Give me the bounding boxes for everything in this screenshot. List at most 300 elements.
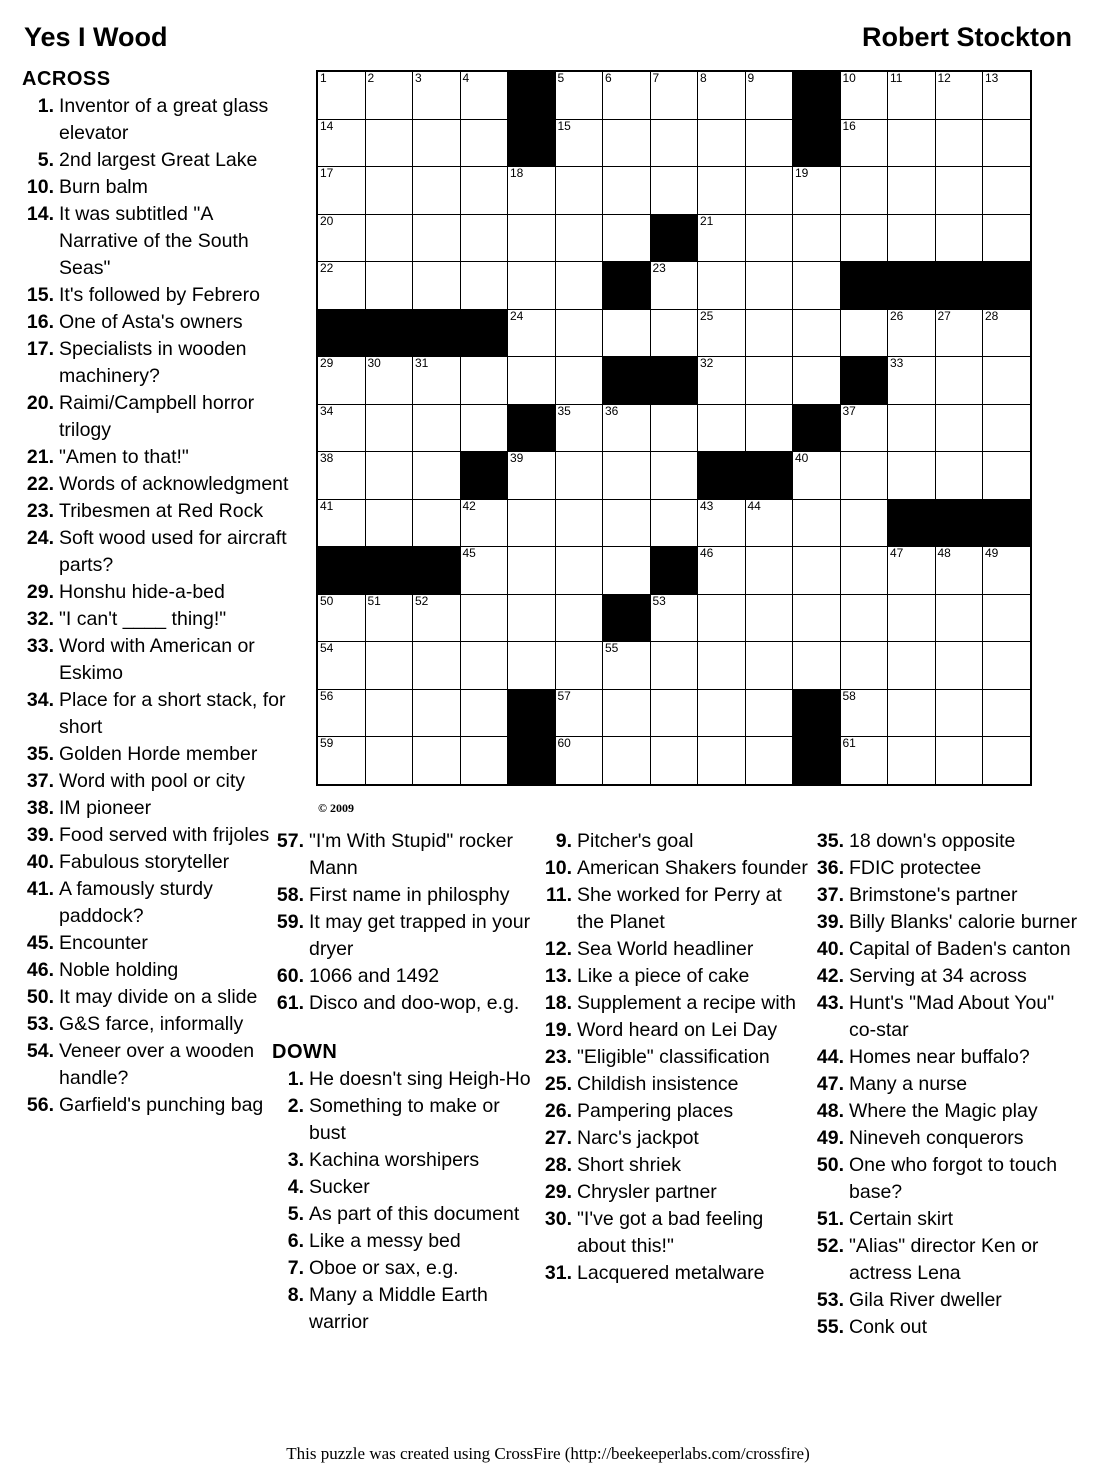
clue-item[interactable]	[22, 795, 294, 822]
grid-cell[interactable]	[365, 642, 413, 690]
grid-cell-number: 16	[842, 118, 856, 133]
grid-block-cell	[365, 309, 413, 357]
clue-item[interactable]	[272, 963, 538, 990]
grid-cell[interactable]	[698, 119, 746, 167]
grid-cell[interactable]	[317, 594, 365, 642]
clue-item[interactable]	[540, 828, 812, 855]
grid-cell[interactable]	[698, 262, 746, 310]
grid-cell[interactable]	[983, 119, 1031, 167]
grid-cell[interactable]	[793, 167, 841, 215]
clue-item[interactable]	[272, 1228, 538, 1255]
grid-cell[interactable]	[793, 547, 841, 595]
clue-text: She worked for Perry at the Planet	[577, 884, 782, 933]
across-column-2	[272, 828, 538, 1336]
grid-cell[interactable]	[840, 642, 888, 690]
grid-cell[interactable]	[317, 642, 365, 690]
grid-block-cell	[650, 547, 698, 595]
grid-cell[interactable]	[698, 594, 746, 642]
grid-cell[interactable]	[745, 71, 793, 119]
grid-cell[interactable]	[317, 737, 365, 785]
clue-item[interactable]	[540, 1071, 812, 1098]
clue-item[interactable]	[22, 390, 294, 444]
grid-cell[interactable]	[603, 547, 651, 595]
grid-cell[interactable]	[793, 262, 841, 310]
grid-cell[interactable]	[888, 214, 936, 262]
clue-item[interactable]	[272, 1093, 538, 1147]
clue-item[interactable]	[22, 282, 294, 309]
clue-item[interactable]	[272, 1147, 538, 1174]
grid-cell[interactable]	[793, 594, 841, 642]
crossword-grid[interactable]	[316, 70, 1032, 786]
grid-cell[interactable]	[460, 71, 508, 119]
grid-cell[interactable]	[460, 357, 508, 405]
grid-cell[interactable]	[983, 689, 1031, 737]
grid-cell[interactable]	[983, 452, 1031, 500]
grid-block-cell	[603, 594, 651, 642]
grid-cell[interactable]	[603, 642, 651, 690]
grid-cell[interactable]	[745, 642, 793, 690]
grid-cell[interactable]	[365, 689, 413, 737]
grid-cell[interactable]	[508, 499, 556, 547]
clue-item[interactable]	[22, 525, 294, 579]
grid-block-cell	[698, 452, 746, 500]
grid-cell[interactable]	[603, 737, 651, 785]
clue-item[interactable]	[812, 1125, 1084, 1152]
grid-cell[interactable]	[840, 452, 888, 500]
grid-cell[interactable]	[888, 689, 936, 737]
clue-number: 31.	[544, 1262, 572, 1284]
grid-cell[interactable]	[888, 594, 936, 642]
grid-cell[interactable]	[983, 594, 1031, 642]
grid-cell[interactable]	[508, 167, 556, 215]
grid-cell[interactable]	[935, 309, 983, 357]
clue-item[interactable]	[22, 1038, 294, 1092]
grid-cell[interactable]	[840, 167, 888, 215]
clue-item[interactable]	[540, 1206, 812, 1260]
clue-item[interactable]	[22, 93, 294, 147]
down-column-3	[812, 828, 1084, 1341]
clue-item[interactable]	[22, 1092, 294, 1119]
grid-cell[interactable]	[460, 404, 508, 452]
grid-cell[interactable]	[745, 404, 793, 452]
clue-item[interactable]	[812, 1287, 1084, 1314]
grid-cell[interactable]	[793, 642, 841, 690]
grid-cell[interactable]	[555, 404, 603, 452]
grid-cell[interactable]	[365, 737, 413, 785]
grid-cell[interactable]	[745, 547, 793, 595]
grid-cell[interactable]	[317, 689, 365, 737]
across-clue-list-1	[22, 93, 294, 1119]
clue-item[interactable]	[22, 768, 294, 795]
grid-cell[interactable]	[413, 214, 461, 262]
clue-text: He doesn't sing Heigh-Ho	[309, 1068, 531, 1090]
clue-item[interactable]	[812, 855, 1084, 882]
grid-cell[interactable]	[650, 594, 698, 642]
grid-cell[interactable]	[365, 119, 413, 167]
grid-cell[interactable]	[650, 642, 698, 690]
grid-cell[interactable]	[460, 167, 508, 215]
grid-cell[interactable]	[555, 214, 603, 262]
grid-cell[interactable]	[603, 309, 651, 357]
grid-cell[interactable]	[413, 689, 461, 737]
clue-item[interactable]	[540, 1260, 812, 1287]
grid-cell[interactable]	[698, 547, 746, 595]
grid-cell[interactable]	[555, 642, 603, 690]
clue-number: 22.	[26, 473, 54, 495]
grid-cell[interactable]	[935, 547, 983, 595]
grid-cell[interactable]	[840, 547, 888, 595]
grid-cell[interactable]	[413, 594, 461, 642]
clue-item[interactable]	[22, 741, 294, 768]
clue-item[interactable]	[272, 1255, 538, 1282]
grid-cell[interactable]	[317, 404, 365, 452]
grid-cell[interactable]	[983, 642, 1031, 690]
grid-cell[interactable]	[460, 547, 508, 595]
grid-cell[interactable]	[983, 167, 1031, 215]
grid-cell[interactable]	[650, 499, 698, 547]
clue-number: 52.	[816, 1235, 844, 1257]
clue-item[interactable]	[812, 1314, 1084, 1341]
grid-cell[interactable]	[840, 499, 888, 547]
clue-item[interactable]	[272, 909, 538, 963]
grid-cell[interactable]	[888, 119, 936, 167]
grid-cell[interactable]	[365, 214, 413, 262]
clue-number: 5.	[287, 1203, 304, 1225]
grid-cell[interactable]	[698, 71, 746, 119]
clue-number: 39.	[26, 824, 54, 846]
clue-item[interactable]	[22, 444, 294, 471]
grid-cell[interactable]	[413, 262, 461, 310]
clue-number: 10.	[544, 857, 572, 879]
grid-cell[interactable]	[555, 737, 603, 785]
grid-cell[interactable]	[603, 167, 651, 215]
grid-cell[interactable]	[555, 594, 603, 642]
grid-cell[interactable]	[555, 452, 603, 500]
grid-cell[interactable]	[935, 167, 983, 215]
clue-item[interactable]	[540, 1044, 812, 1071]
clue-item[interactable]	[22, 984, 294, 1011]
grid-cell[interactable]	[317, 167, 365, 215]
clue-item[interactable]	[22, 579, 294, 606]
grid-cell[interactable]	[413, 452, 461, 500]
grid-cell[interactable]	[365, 452, 413, 500]
clue-item[interactable]	[540, 1098, 812, 1125]
grid-cell[interactable]	[317, 262, 365, 310]
grid-cell[interactable]	[698, 357, 746, 405]
clue-item[interactable]	[272, 1174, 538, 1201]
grid-cell[interactable]	[650, 452, 698, 500]
grid-cell[interactable]	[460, 642, 508, 690]
grid-cell[interactable]	[555, 167, 603, 215]
clue-item[interactable]	[540, 1152, 812, 1179]
clue-item[interactable]	[22, 498, 294, 525]
clue-item[interactable]	[22, 957, 294, 984]
grid-cell[interactable]	[460, 689, 508, 737]
grid-cell[interactable]	[840, 737, 888, 785]
grid-cell[interactable]	[793, 357, 841, 405]
grid-table[interactable]	[316, 70, 1032, 786]
grid-cell[interactable]	[935, 404, 983, 452]
clue-number: 44.	[816, 1046, 844, 1068]
grid-cell[interactable]	[413, 357, 461, 405]
grid-cell[interactable]	[460, 737, 508, 785]
clue-text: Supplement a recipe with	[577, 992, 796, 1014]
clue-item[interactable]	[812, 1152, 1084, 1206]
grid-cell[interactable]	[793, 214, 841, 262]
grid-cell[interactable]	[888, 547, 936, 595]
grid-cell[interactable]	[935, 642, 983, 690]
grid-cell[interactable]	[983, 309, 1031, 357]
grid-cell[interactable]	[698, 499, 746, 547]
clue-item[interactable]	[540, 1017, 812, 1044]
clue-text: Inventor of a great glass elevator	[59, 95, 269, 144]
grid-cell[interactable]	[888, 71, 936, 119]
grid-cell[interactable]	[698, 689, 746, 737]
grid-cell[interactable]	[555, 71, 603, 119]
grid-cell[interactable]	[840, 119, 888, 167]
grid-cell[interactable]	[413, 404, 461, 452]
clue-item[interactable]	[272, 828, 538, 882]
grid-cell[interactable]	[650, 737, 698, 785]
grid-cell[interactable]	[650, 689, 698, 737]
grid-cell[interactable]	[888, 737, 936, 785]
clue-item[interactable]	[812, 1098, 1084, 1125]
clue-item[interactable]	[540, 855, 812, 882]
grid-cell[interactable]	[650, 309, 698, 357]
grid-cell[interactable]	[413, 167, 461, 215]
grid-cell[interactable]	[698, 404, 746, 452]
grid-cell[interactable]	[888, 452, 936, 500]
grid-cell[interactable]	[555, 262, 603, 310]
grid-cell[interactable]	[508, 452, 556, 500]
grid-cell-number: 58	[842, 688, 856, 703]
clue-item[interactable]	[22, 309, 294, 336]
grid-cell[interactable]	[555, 547, 603, 595]
grid-cell[interactable]	[603, 452, 651, 500]
grid-cell[interactable]	[650, 71, 698, 119]
clue-item[interactable]	[22, 201, 294, 282]
grid-cell[interactable]	[745, 357, 793, 405]
clue-item[interactable]	[22, 930, 294, 957]
grid-cell[interactable]	[650, 404, 698, 452]
clue-number: 15.	[26, 284, 54, 306]
grid-cell[interactable]	[935, 689, 983, 737]
grid-cell[interactable]	[745, 262, 793, 310]
grid-cell[interactable]	[460, 594, 508, 642]
grid-cell[interactable]	[840, 594, 888, 642]
grid-cell[interactable]	[888, 642, 936, 690]
clue-item[interactable]	[22, 687, 294, 741]
grid-cell[interactable]	[698, 642, 746, 690]
grid-cell[interactable]	[365, 167, 413, 215]
clue-item[interactable]	[540, 963, 812, 990]
grid-cell-number: 37	[842, 403, 856, 418]
grid-cell[interactable]	[365, 357, 413, 405]
grid-cell[interactable]	[317, 452, 365, 500]
clue-item[interactable]	[540, 1179, 812, 1206]
grid-cell[interactable]	[745, 499, 793, 547]
grid-cell[interactable]	[935, 71, 983, 119]
clue-item[interactable]	[812, 963, 1084, 990]
grid-cell[interactable]	[698, 737, 746, 785]
grid-cell[interactable]	[793, 309, 841, 357]
clue-item[interactable]	[22, 336, 294, 390]
grid-cell[interactable]	[935, 737, 983, 785]
grid-cell[interactable]	[460, 262, 508, 310]
grid-cell[interactable]	[983, 404, 1031, 452]
grid-cell[interactable]	[698, 309, 746, 357]
grid-cell[interactable]	[460, 214, 508, 262]
clue-text: Word heard on Lei Day	[577, 1019, 778, 1041]
clue-number: 56.	[26, 1094, 54, 1116]
grid-cell[interactable]	[698, 167, 746, 215]
grid-cell[interactable]	[317, 214, 365, 262]
grid-cell[interactable]	[650, 262, 698, 310]
clue-item[interactable]	[812, 1233, 1084, 1287]
grid-cell[interactable]	[983, 357, 1031, 405]
grid-cell[interactable]	[745, 309, 793, 357]
grid-cell[interactable]	[983, 547, 1031, 595]
grid-cell[interactable]	[508, 594, 556, 642]
grid-cell[interactable]	[508, 214, 556, 262]
grid-cell[interactable]	[793, 452, 841, 500]
grid-cell[interactable]	[508, 309, 556, 357]
clue-item[interactable]	[272, 990, 538, 1017]
grid-cell[interactable]	[365, 594, 413, 642]
clue-item[interactable]	[812, 1071, 1084, 1098]
grid-cell[interactable]	[983, 71, 1031, 119]
grid-cell[interactable]	[935, 119, 983, 167]
grid-cell[interactable]	[840, 214, 888, 262]
grid-cell[interactable]	[840, 309, 888, 357]
grid-cell[interactable]	[508, 357, 556, 405]
grid-cell-number: 43	[700, 498, 714, 513]
grid-cell[interactable]	[413, 642, 461, 690]
grid-cell[interactable]	[840, 404, 888, 452]
clue-item[interactable]	[272, 1066, 538, 1093]
clue-item[interactable]	[812, 909, 1084, 936]
grid-cell[interactable]	[745, 119, 793, 167]
grid-cell[interactable]	[745, 737, 793, 785]
grid-cell[interactable]	[603, 689, 651, 737]
grid-cell[interactable]	[745, 214, 793, 262]
grid-cell[interactable]	[508, 642, 556, 690]
grid-cell[interactable]	[555, 309, 603, 357]
grid-cell-number: 13	[985, 71, 999, 85]
grid-cell[interactable]	[888, 309, 936, 357]
clue-item[interactable]	[812, 936, 1084, 963]
grid-cell[interactable]	[840, 689, 888, 737]
grid-cell[interactable]	[460, 499, 508, 547]
clue-item[interactable]	[272, 882, 538, 909]
grid-cell[interactable]	[317, 357, 365, 405]
clue-item[interactable]	[812, 1206, 1084, 1233]
grid-cell[interactable]	[603, 71, 651, 119]
grid-cell[interactable]	[650, 119, 698, 167]
clue-item[interactable]	[272, 1282, 538, 1336]
grid-cell[interactable]	[413, 119, 461, 167]
clue-item[interactable]	[22, 849, 294, 876]
grid-cell[interactable]	[698, 214, 746, 262]
grid-cell[interactable]	[793, 499, 841, 547]
clue-item[interactable]	[812, 1044, 1084, 1071]
clue-item[interactable]	[812, 990, 1084, 1044]
clue-item[interactable]	[540, 1125, 812, 1152]
clue-item[interactable]	[22, 633, 294, 687]
clue-item[interactable]	[22, 822, 294, 849]
grid-cell[interactable]	[650, 167, 698, 215]
clue-item[interactable]	[22, 174, 294, 201]
grid-cell[interactable]	[508, 262, 556, 310]
grid-cell[interactable]	[365, 404, 413, 452]
clue-text: It may divide on a slide	[59, 986, 258, 1008]
grid-cell[interactable]	[745, 689, 793, 737]
grid-cell[interactable]	[603, 404, 651, 452]
grid-cell[interactable]	[413, 71, 461, 119]
grid-block-cell	[460, 452, 508, 500]
grid-cell[interactable]	[983, 737, 1031, 785]
clue-item[interactable]	[22, 147, 294, 174]
grid-cell[interactable]	[508, 547, 556, 595]
grid-cell[interactable]	[935, 357, 983, 405]
clue-text: One of Asta's owners	[59, 311, 243, 333]
clue-item[interactable]	[540, 882, 812, 936]
grid-cell[interactable]	[603, 119, 651, 167]
grid-cell[interactable]	[555, 119, 603, 167]
grid-cell[interactable]	[603, 214, 651, 262]
clue-item[interactable]	[22, 471, 294, 498]
grid-cell[interactable]	[555, 689, 603, 737]
grid-cell[interactable]	[365, 262, 413, 310]
grid-cell[interactable]	[317, 71, 365, 119]
grid-cell[interactable]	[365, 499, 413, 547]
clue-item[interactable]	[272, 1201, 538, 1228]
clue-item[interactable]	[540, 936, 812, 963]
grid-cell[interactable]	[935, 594, 983, 642]
grid-cell[interactable]	[888, 357, 936, 405]
grid-cell[interactable]	[983, 214, 1031, 262]
grid-cell[interactable]	[603, 499, 651, 547]
grid-cell-number: 47	[890, 546, 904, 560]
clue-item[interactable]	[22, 1011, 294, 1038]
grid-cell[interactable]	[745, 594, 793, 642]
grid-cell[interactable]	[460, 119, 508, 167]
grid-cell[interactable]	[555, 357, 603, 405]
grid-cell[interactable]	[840, 71, 888, 119]
grid-cell-number: 34	[320, 403, 334, 418]
grid-cell[interactable]	[935, 452, 983, 500]
grid-cell[interactable]	[745, 167, 793, 215]
clue-item[interactable]	[812, 828, 1084, 855]
clue-text: 2nd largest Great Lake	[59, 149, 258, 171]
clue-text: Fabulous storyteller	[59, 851, 230, 873]
grid-cell[interactable]	[413, 499, 461, 547]
clue-item[interactable]	[540, 990, 812, 1017]
grid-cell[interactable]	[555, 499, 603, 547]
grid-cell[interactable]	[413, 737, 461, 785]
grid-cell[interactable]	[365, 71, 413, 119]
clue-item[interactable]	[812, 882, 1084, 909]
grid-block-cell	[413, 309, 461, 357]
clue-item[interactable]	[22, 606, 294, 633]
grid-cell[interactable]	[888, 404, 936, 452]
grid-cell[interactable]	[317, 119, 365, 167]
clue-item[interactable]	[22, 876, 294, 930]
across-column-1	[22, 68, 294, 1119]
grid-cell[interactable]	[317, 499, 365, 547]
grid-cell[interactable]	[888, 167, 936, 215]
grid-cell[interactable]	[935, 214, 983, 262]
